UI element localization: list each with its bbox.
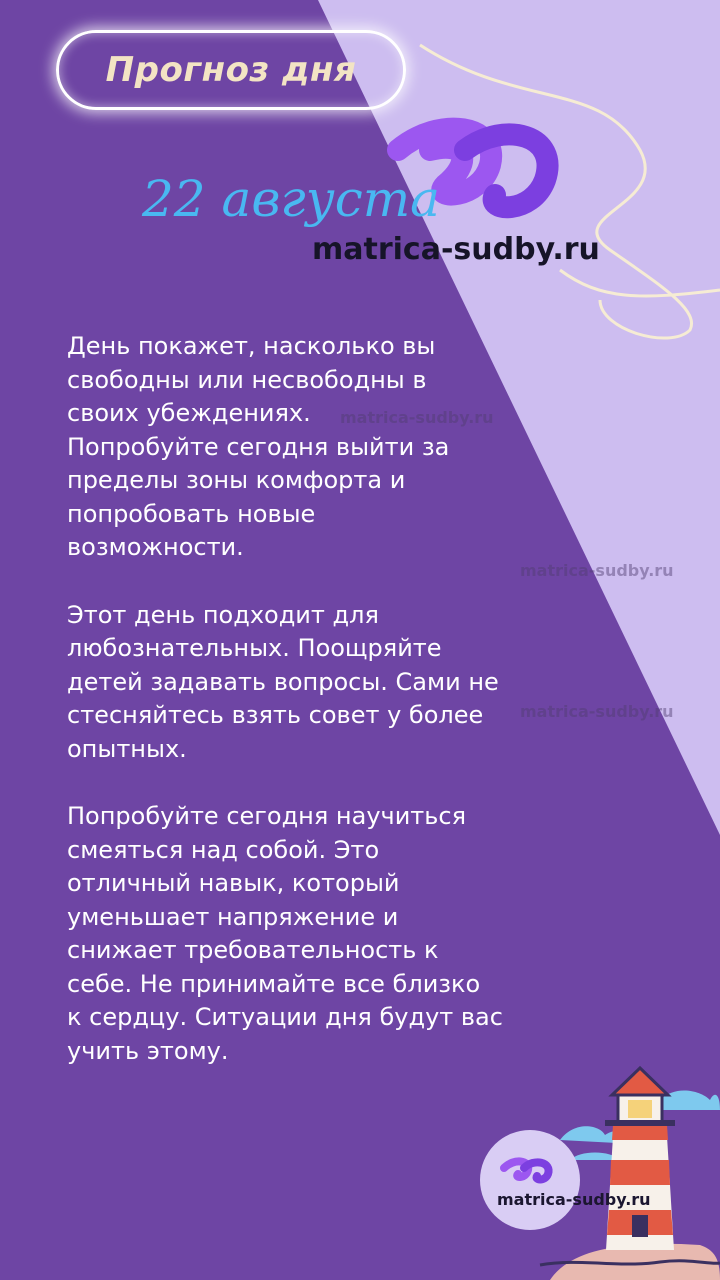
brand-url: matrica-sudby.ru xyxy=(312,232,600,267)
watermark: matrica-sudby.ru xyxy=(520,702,674,721)
logo-badge xyxy=(480,1130,580,1230)
watermark: matrica-sudby.ru xyxy=(340,408,494,427)
forecast-paragraph-1: День покажет, насколько вы свободны или несвободны в своих убеждениях. Попробуйте сегодня выйти за пределы зоны комфорта и попробовать новые возможности. xyxy=(67,332,450,561)
date-heading: 22 августа xyxy=(142,170,440,228)
title-pill xyxy=(56,30,406,110)
watermark: matrica-sudby.ru xyxy=(520,561,674,580)
forecast-paragraph-2: Этот день подходит для любознательных. Поощряйте детей задавать вопросы. Сами не стесняйтесь взять совет у более опытных. xyxy=(67,600,499,763)
page-title: Прогноз дня xyxy=(105,50,357,90)
logo-label: matrica-sudby.ru xyxy=(497,1190,651,1209)
forecast-content xyxy=(67,330,537,1102)
swirl-logo-icon xyxy=(480,1130,580,1230)
forecast-paragraph-3: Попробуйте сегодня научиться смеяться над собой. Это отличный навык, который уменьшает напряжение и снижает требовательность к себе. Не принимайте все близко к сердцу. Ситуации дня будут вас учить этому. xyxy=(67,802,503,1065)
